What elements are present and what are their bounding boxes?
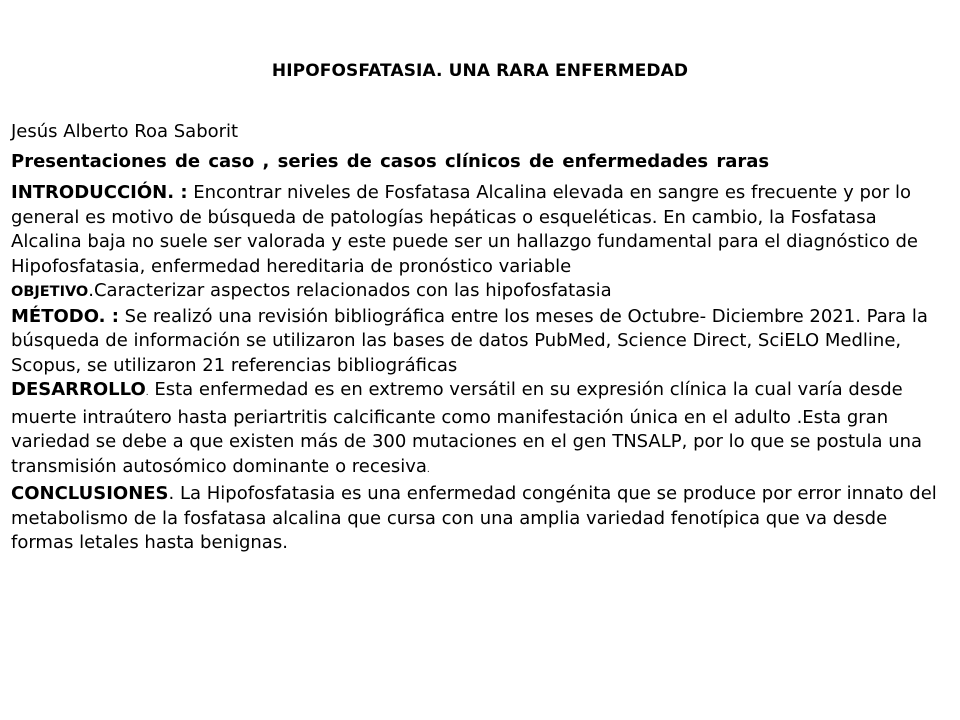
author-name: Jesús Alberto Roa Saborit	[11, 121, 239, 142]
introduccion-label: INTRODUCCIÓN. :	[11, 182, 188, 203]
section-desarrollo	[11, 378, 946, 482]
section-metodo	[11, 305, 946, 379]
introduccion-text: Encontrar niveles de Fosfatasa Alcalina elevada en sangre es frecuente y por lo general es motivo de búsqueda de patologías hepáticas o esqueléticas. En cambio, la Fosfatasa Alcalina baja no suele ser valorada y este puede ser un hallazgo fundamental para el diagnóstico de Hipofosfatasia, enfermedad hereditaria de pronóstico variable	[11, 182, 919, 277]
desarrollo-dot: .	[145, 388, 149, 398]
objetivo-text: .Caracterizar aspectos relacionados con las hipofosfatasia	[88, 280, 612, 301]
desarrollo-label: DESARROLLO	[11, 379, 146, 400]
section-objetivo	[11, 279, 946, 305]
metodo-text: Se realizó una revisión bibliográfica entre los meses de Octubre- Diciembre 2021. Para la búsqueda de información se utilizaron las bases de datos PubMed, Science Direct, SciELO Medline, Scopus, se utilizaron 21 referencias bibliográficas	[11, 305, 928, 376]
conclusiones-text: . La Hipofosfatasia es una enfermedad congénita que se produce por error innato del metabolismo de la fosfatasa alcalina que cursa con una amplia variedad fenotípica que va desde formas letales hasta benignas.	[11, 483, 937, 553]
metodo-label: MÉTODO. :	[11, 305, 119, 327]
objetivo-label: OBJETIVO	[11, 284, 89, 300]
abstract-body	[11, 181, 946, 556]
desarrollo-end-dot: .	[426, 464, 430, 475]
section-conclusiones	[11, 482, 946, 556]
category-heading: Presentaciones de caso , series de casos clínicos de enfermedades raras	[11, 151, 770, 172]
desarrollo-text: Esta enfermedad es en extremo versátil en su expresión clínica la cual varía desde muerte intraútero hasta periartritis calcificante como manifestación única en el adulto .Esta gran variedad se debe a que existen más de 300 mutaciones en el gen TNSALP, por lo que se postula una transmisión autosómico dominante o recesiva	[11, 379, 923, 477]
section-introduccion	[11, 181, 946, 279]
conclusiones-label: CONCLUSIONES	[11, 483, 169, 504]
document-title: HIPOFOSFATASIA. UNA RARA ENFERMEDAD	[271, 61, 689, 81]
